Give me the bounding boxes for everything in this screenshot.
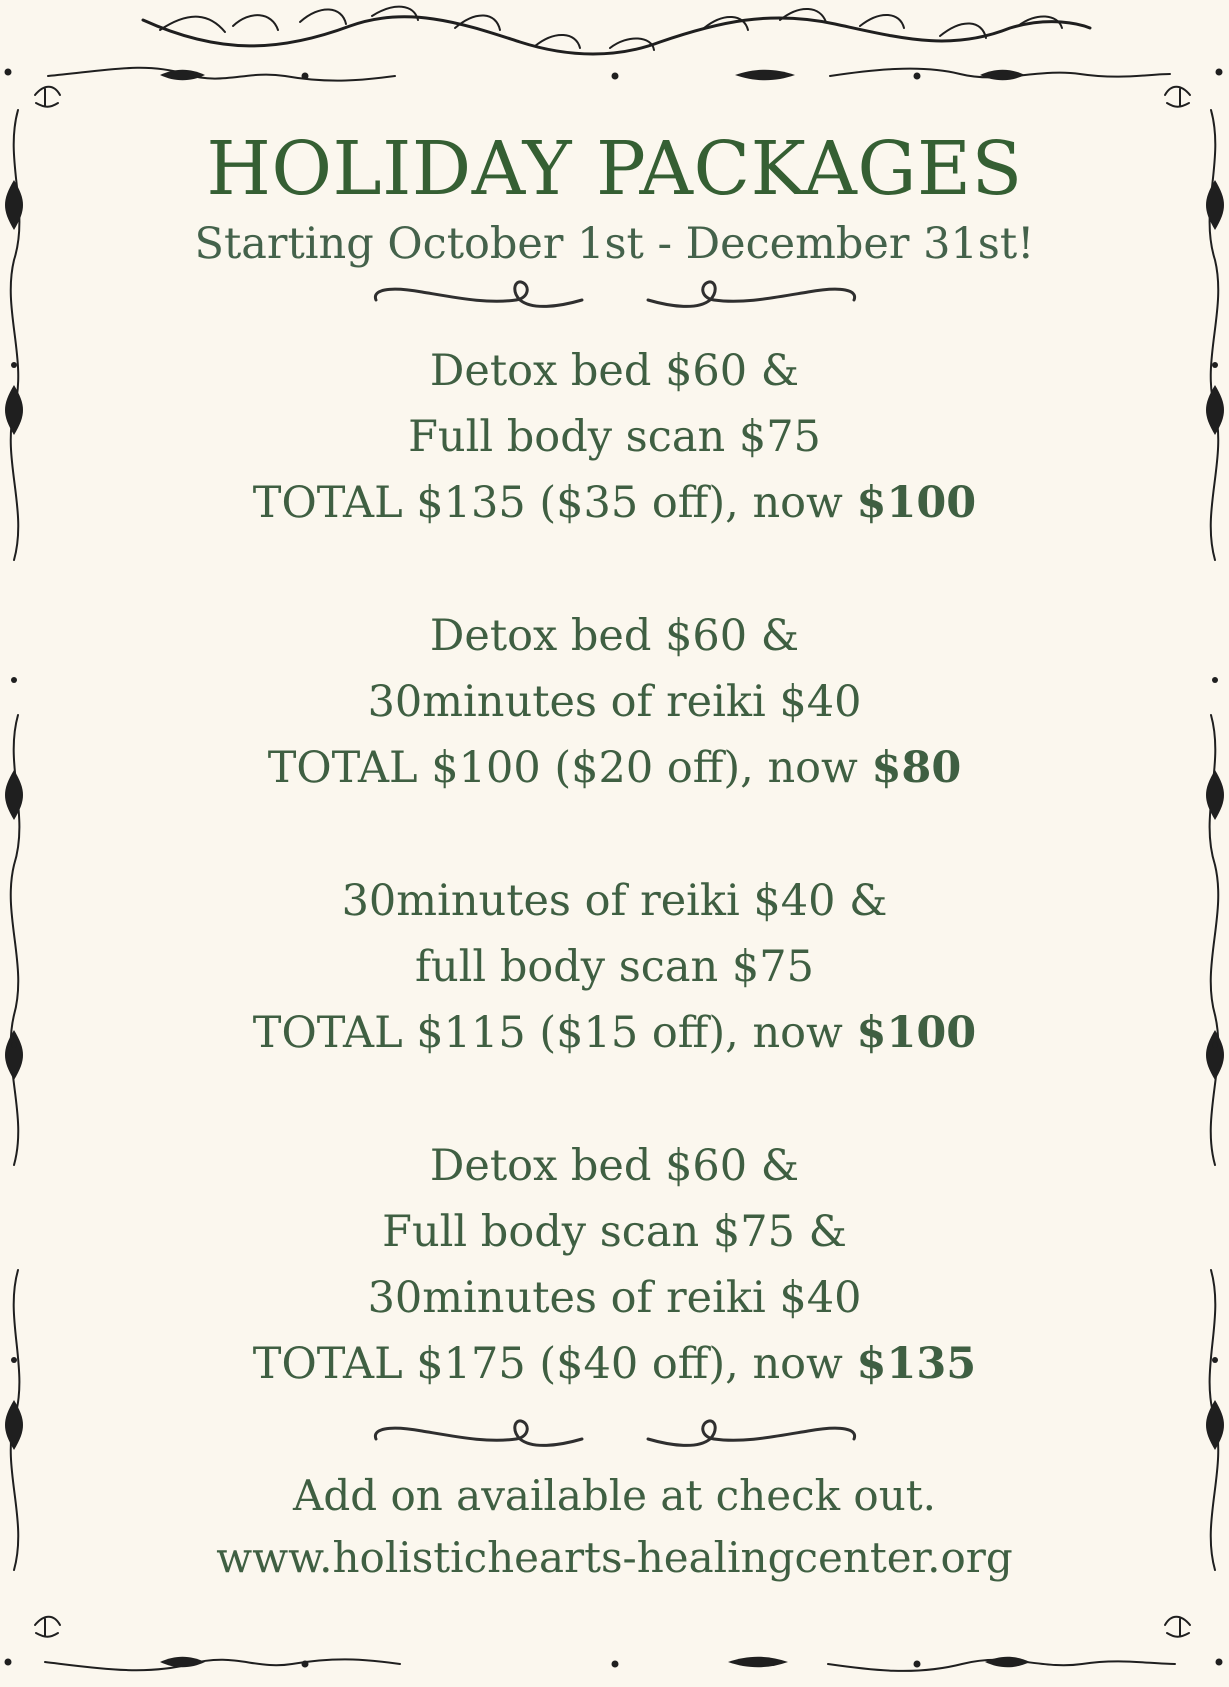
website-link: www.holistichearts-healingcenter.org <box>216 1532 1013 1582</box>
package-line: full body scan $75 <box>415 941 814 992</box>
package-item <box>110 338 1119 536</box>
page-title: HOLIDAY PACKAGES <box>206 126 1023 212</box>
package-price: $80 <box>871 742 962 793</box>
package-total-prefix: TOTAL $100 ($20 off), now <box>267 742 872 793</box>
package-line: Full body scan $75 & <box>382 1206 847 1257</box>
package-line: 30minutes of reiki $40 & <box>341 875 888 926</box>
package-price: $135 <box>856 1338 977 1389</box>
package-total-prefix: TOTAL $135 ($35 off), now <box>252 477 857 528</box>
package-total-prefix: TOTAL $175 ($40 off), now <box>252 1338 857 1389</box>
date-range-subtitle: Starting October 1st - December 31st! <box>194 219 1035 270</box>
main-content <box>110 126 1119 1589</box>
package-item <box>110 1133 1119 1397</box>
package-price: $100 <box>856 1007 977 1058</box>
package-total <box>110 1331 1119 1397</box>
flourish-divider-icon <box>370 276 860 318</box>
package-total-prefix: TOTAL $115 ($15 off), now <box>252 1007 857 1058</box>
package-item <box>110 868 1119 1066</box>
package-price: $100 <box>856 477 977 528</box>
checkout-note: Add on available at check out. <box>293 1470 936 1520</box>
package-line: Detox bed $60 & <box>429 610 800 661</box>
package-line: 30minutes of reiki $40 <box>367 676 862 727</box>
package-line: Full body scan $75 <box>408 411 821 462</box>
package-line: Detox bed $60 & <box>429 1140 800 1191</box>
package-total <box>110 735 1119 801</box>
package-total <box>110 1000 1119 1066</box>
package-total <box>110 470 1119 536</box>
package-item <box>110 603 1119 801</box>
package-line: Detox bed $60 & <box>429 345 800 396</box>
package-list <box>110 338 1119 1397</box>
flourish-divider-icon <box>370 1415 860 1457</box>
package-line: 30minutes of reiki $40 <box>367 1272 862 1323</box>
